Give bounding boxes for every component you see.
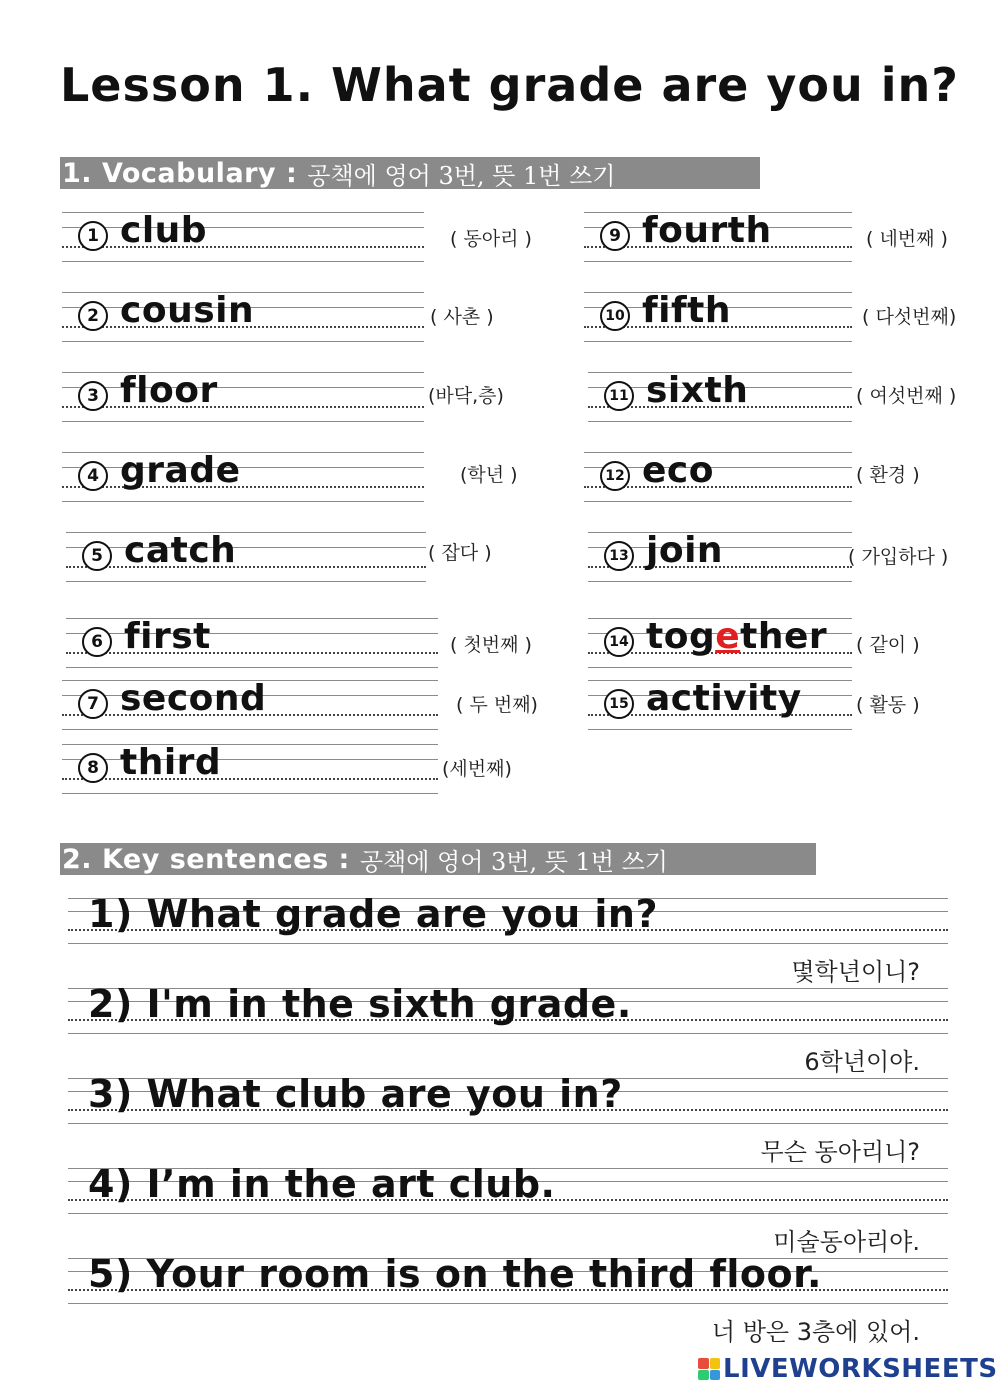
vocab-item-14 <box>588 612 852 666</box>
vocab-meaning-5: ( 잡다 ) <box>428 542 492 564</box>
vocab-meaning-12: ( 환경 ) <box>856 464 920 486</box>
item-number: 12 <box>600 461 630 491</box>
vocab-word: second <box>120 678 267 719</box>
item-number: 15 <box>604 689 634 719</box>
sentences-heading: 2. Key sentences : <box>62 843 350 875</box>
vocab-word: sixth <box>646 370 749 411</box>
vocab-meaning-14: ( 같이 ) <box>856 634 920 656</box>
sentence-row-4 <box>68 1162 948 1256</box>
item-number: 8 <box>78 753 108 783</box>
vocab-word: eco <box>642 450 714 491</box>
vocab-meaning-6: ( 첫번째 ) <box>450 634 532 656</box>
sentences-section-header <box>60 843 816 875</box>
sentence-text: 5) Your room is on the third floor. <box>88 1252 822 1296</box>
vocab-item-8 <box>62 738 438 792</box>
liveworksheets-logo-icon <box>698 1358 720 1380</box>
vocab-word: grade <box>120 450 241 491</box>
item-number: 6 <box>82 627 112 657</box>
sentence-translation: 6학년이야. <box>804 1048 920 1076</box>
vocab-word: third <box>120 742 222 783</box>
vocab-word: cousin <box>120 290 255 331</box>
sentences-instruction: 공책에 영어 3번, 뜻 1번 쓰기 <box>359 847 668 876</box>
page-title: Lesson 1. What grade are you in? <box>60 58 959 112</box>
vocab-item-3 <box>62 366 424 420</box>
vocab-word: activity <box>646 678 802 719</box>
vocab-meaning-8: (세번째) <box>442 758 512 780</box>
sentence-row-2 <box>68 982 948 1076</box>
vocabulary-instruction: 공책에 영어 3번, 뜻 1번 쓰기 <box>307 161 616 190</box>
vocab-meaning-10: ( 다섯번째) <box>862 306 957 328</box>
sentence-text: 4) I’m in the art club. <box>88 1162 556 1206</box>
vocab-word: catch <box>124 530 237 571</box>
sentence-text: 1) What grade are you in? <box>88 892 658 936</box>
vocab-meaning-7: ( 두 번째) <box>456 694 538 716</box>
item-number: 3 <box>78 381 108 411</box>
vocab-word: fourth <box>642 210 772 251</box>
word-part: ther <box>740 616 828 657</box>
sentence-translation: 몇학년이니? <box>791 958 920 986</box>
vocab-item-4 <box>62 446 424 500</box>
item-number: 7 <box>78 689 108 719</box>
item-number: 4 <box>78 461 108 491</box>
vocab-item-6 <box>66 612 438 666</box>
vocab-meaning-9: ( 네번째 ) <box>866 228 948 250</box>
vocab-item-2 <box>62 286 424 340</box>
sentence-text: 2) I'm in the sixth grade. <box>88 982 632 1026</box>
vocab-word: first <box>124 616 211 657</box>
vocab-item-5 <box>66 526 426 580</box>
sentence-row-5 <box>68 1252 948 1346</box>
sentence-row-3 <box>68 1072 948 1166</box>
vocab-meaning-4: (학년 ) <box>460 464 518 486</box>
vocab-item-7 <box>62 674 438 728</box>
vocab-meaning-11: ( 여섯번째 ) <box>856 385 957 407</box>
vocab-item-13 <box>588 526 852 580</box>
item-number: 13 <box>604 541 634 571</box>
vocab-meaning-13: ( 가입하다 ) <box>848 546 949 568</box>
vocab-meaning-1: ( 동아리 ) <box>450 228 532 250</box>
vocab-word: fifth <box>642 290 732 331</box>
sentence-translation: 너 방은 3층에 있어. <box>711 1318 920 1346</box>
item-number: 14 <box>604 627 634 657</box>
sentence-translation: 무슨 동아리니? <box>760 1138 920 1166</box>
vocab-word: floor <box>120 370 218 411</box>
item-number: 11 <box>604 381 634 411</box>
vocab-item-12 <box>584 446 852 500</box>
sentence-row-1 <box>68 892 948 986</box>
vocab-item-11 <box>588 366 852 420</box>
vocab-item-15 <box>588 674 852 728</box>
vocabulary-section-header <box>60 157 760 189</box>
word-part: tog <box>646 616 716 657</box>
vocab-item-9 <box>584 206 852 260</box>
highlighted-letter: e <box>715 616 741 657</box>
vocab-item-1 <box>62 206 424 260</box>
vocab-meaning-3: (바닥,층) <box>428 385 504 407</box>
vocab-meaning-2: ( 사촌 ) <box>430 306 494 328</box>
item-number: 10 <box>600 301 630 331</box>
vocabulary-heading: 1. Vocabulary : <box>62 157 298 189</box>
vocab-item-10 <box>584 286 852 340</box>
vocab-word <box>646 616 827 657</box>
item-number: 2 <box>78 301 108 331</box>
sentence-translation: 미술동아리야. <box>773 1228 920 1256</box>
item-number: 5 <box>82 541 112 571</box>
sentence-text: 3) What club are you in? <box>88 1072 623 1116</box>
vocab-meaning-15: ( 활동 ) <box>856 694 920 716</box>
liveworksheets-logo[interactable] <box>698 1354 998 1384</box>
vocab-word: club <box>120 210 208 251</box>
item-number: 9 <box>600 221 630 251</box>
item-number: 1 <box>78 221 108 251</box>
vocab-word: join <box>646 530 724 571</box>
logo-text: LIVEWORKSHEETS <box>723 1354 998 1384</box>
